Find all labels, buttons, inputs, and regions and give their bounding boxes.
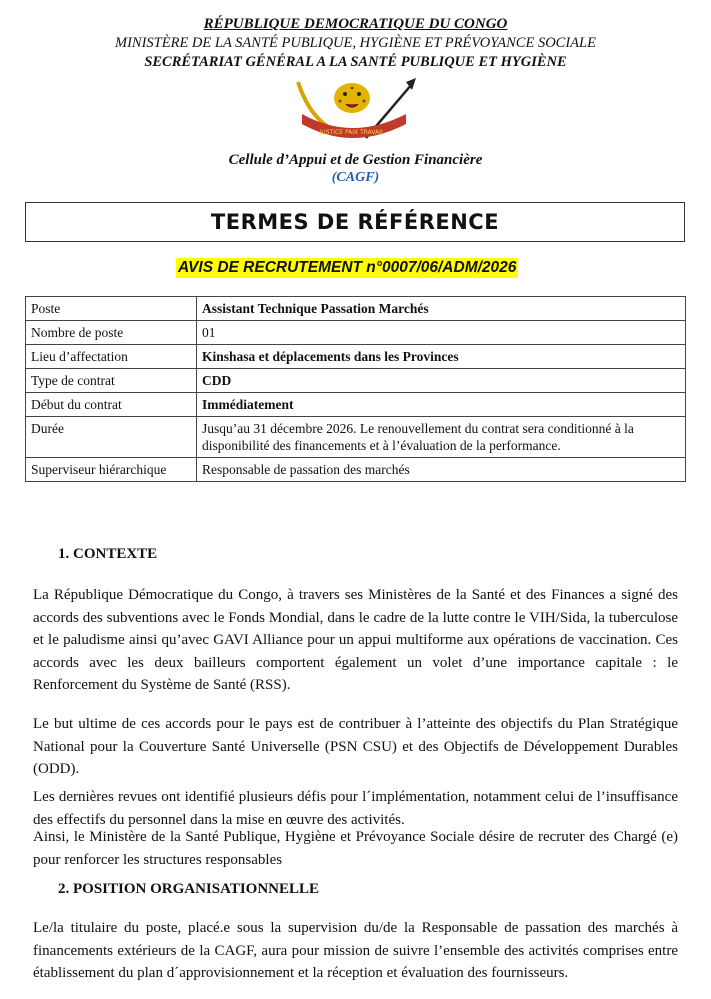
table-row (26, 321, 686, 345)
coat-of-arms-emblem (288, 76, 418, 146)
emblem-motto: JUSTICE PAIX TRAVAIL (319, 129, 385, 136)
table-row (26, 458, 686, 482)
cell-name: Cellule d’Appui et de Gestion Financière (228, 152, 483, 168)
job-info-table (25, 296, 686, 482)
header-secretariat: SECRÉTARIAT GÉNÉRAL A LA SANTÉ PUBLIQUE ET HYGIÈNE (144, 54, 567, 70)
row-label: Nombre de poste (26, 321, 197, 345)
contexte-paragraph-2: Le but ultime de ces accords pour le pays est de contribuer à l’atteinte des objectifs du Plan Stratégique National pour la Couverture Santé Universelle (PSN CSU) et des Objectifs de Développement Durables (ODD). (33, 716, 678, 777)
contexte-paragraph-4: Ainsi, le Ministère de la Santé Publique, Hygiène et Prévoyance Sociale désire de recruter des Chargé (e) pour renforcer les structures responsables (33, 829, 678, 868)
position-paragraph-1: Le/la titulaire du poste, placé.e sous la supervision du/de la Responsable de passation des marchés à financements extérieurs de la CAGF, aura pour mission de suivre l’ensemble des activités comprises entre établissement du plan d´approvisionnement et la réception et évaluation des fournisseurs. (33, 920, 678, 981)
section-heading-position: 2. POSITION ORGANISATIONNELLE (58, 881, 320, 897)
contexte-paragraph-3: Les dernières revues ont identifié plusieurs défis pour l´implémentation, notamment celui de l’insuffisance des effectifs du personnel dans la mise en œuvre des activités. (33, 789, 678, 828)
row-label: Lieu d’affectation (26, 345, 197, 369)
row-label: Durée (26, 417, 197, 458)
table-row (26, 369, 686, 393)
row-value: Assistant Technique Passation Marchés (197, 297, 686, 321)
row-value: Kinshasa et déplacements dans les Provinces (197, 345, 686, 369)
row-value: Responsable de passation des marchés (197, 458, 686, 482)
row-value: 01 (197, 321, 686, 345)
row-label: Superviseur hiérarchique (26, 458, 197, 482)
row-value: CDD (197, 369, 686, 393)
cell-acronym: (CAGF) (331, 170, 380, 185)
row-value: Jusqu’au 31 décembre 2026. Le renouvellement du contrat sera conditionné à la disponibilité des financements et à l’évaluation de la performance. (197, 417, 686, 458)
table-row (26, 417, 686, 458)
table-row (26, 393, 686, 417)
header-republic: RÉPUBLIQUE DEMOCRATIQUE DU CONGO (203, 16, 508, 32)
row-value: Immédiatement (197, 393, 686, 417)
recruitment-notice: AVIS DE RECRUTEMENT n°0007/06/ADM/2026 (178, 259, 517, 276)
table-row (26, 297, 686, 321)
section-heading-contexte: 1. CONTEXTE (58, 546, 158, 562)
document-title: TERMES DE RÉFÉRENCE (25, 202, 685, 242)
row-label: Début du contrat (26, 393, 197, 417)
row-label: Type de contrat (26, 369, 197, 393)
row-label: Poste (26, 297, 197, 321)
contexte-paragraph-1: La République Démocratique du Congo, à travers ses Ministères de la Santé et des Finances a signé des accords des subventions avec le Fonds Mondial, dans le cadre de la lutte contre le VIH/Sida, la tuberculose et le paludisme ainsi qu’avec GAVI Alliance pour un appui multiforme aux opérations de vaccination. Ces accords avec les deux bailleurs comportent également un volet d’une importance capitale : le Renforcement du Système de Santé (RSS). (33, 587, 678, 693)
header-ministry: MINISTÈRE DE LA SANTÉ PUBLIQUE, HYGIÈNE ET PRÉVOYANCE SOCIALE (115, 35, 596, 51)
table-row (26, 345, 686, 369)
